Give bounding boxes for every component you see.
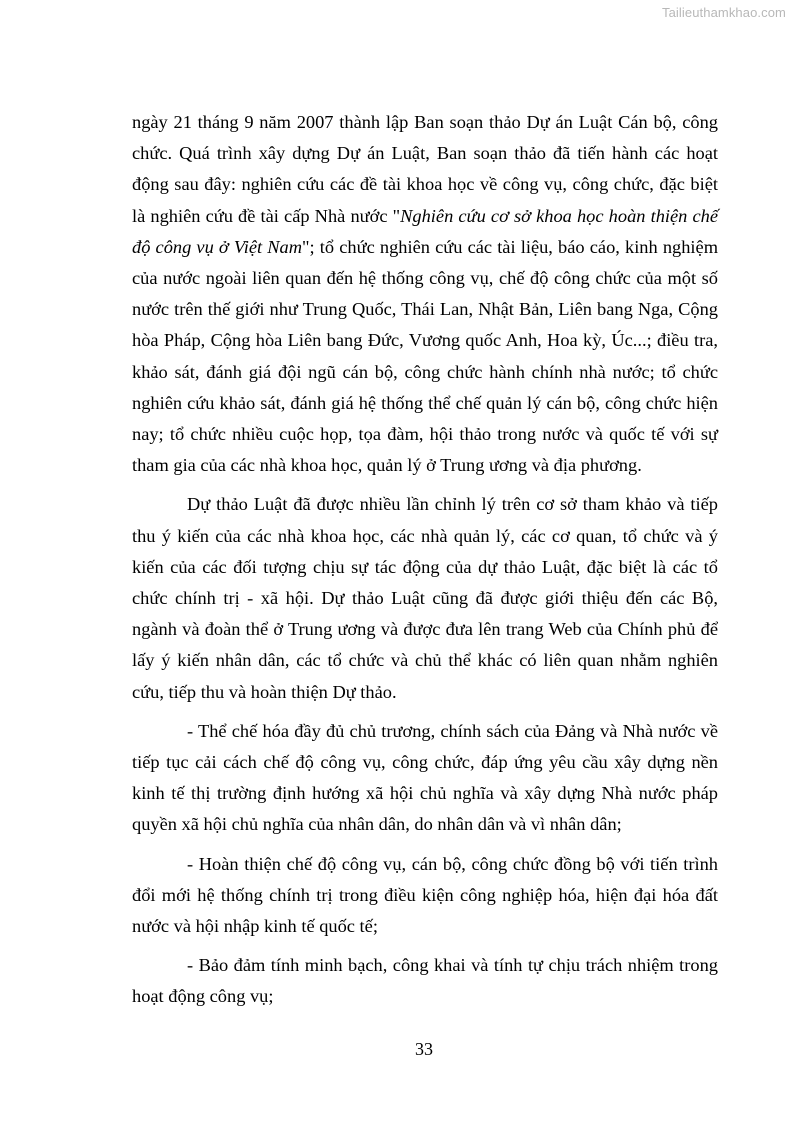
document-body: [132, 107, 718, 1021]
list-item-3: - Bảo đảm tính minh bạch, công khai và tính tự chịu trách nhiệm trong hoạt động công vụ;: [132, 955, 718, 1007]
paragraph-1-text-cont: "; tổ chức nghiên cứu các tài liệu, báo cáo, kinh nghiệm của nước ngoài liên quan đến hệ thống công vụ, chế độ công chức của một số nước trên thế giới như Trung Quốc, Thái Lan, Nhật Bản, Liên bang Nga, Cộng hòa Pháp, Cộng hòa Liên bang Đức, Vương quốc Anh, Hoa kỳ, Úc...; điều tra, khảo sát, đánh giá đội ngũ cán bộ, công chức hành chính nhà nước; tổ chức nghiên cứu khảo sát, đánh giá hệ thống thể chế quản lý cán bộ, công chức hiện nay; tổ chức nhiều cuộc họp, tọa đàm, hội thảo trong nước và quốc tế với sự tham gia của các nhà khoa học, quản lý ở Trung ương và địa phương.: [132, 236, 719, 476]
research-topic-title: Nghiên cứu cơ sở khoa học hoàn thiện chế độ công vụ ở Việt Nam: [132, 205, 719, 257]
paragraph-2: Dự thảo Luật đã được nhiều lần chỉnh lý trên cơ sở tham khảo và tiếp thu ý kiến của các nhà khoa học, các nhà quản lý, các cơ quan, tổ chức và ý kiến của các đối tượng chịu sự tác động của dự thảo Luật, đặc biệt là các tổ chức chính trị - xã hội. Dự thảo Luật cũng đã được giới thiệu đến các Bộ, ngành và đoàn thể ở Trung ương và được đưa lên trang Web của Chính phủ để lấy ý kiến nhân dân, các tổ chức và chủ thể khác có liên quan nhằm nghiên cứu, tiếp thu và hoàn thiện Dự thảo.: [132, 494, 718, 702]
list-item-2: - Hoàn thiện chế độ công vụ, cán bộ, công chức đồng bộ với tiến trình đổi mới hệ thống chính trị trong điều kiện công nghiệp hóa, hiện đại hóa đất nước và hội nhập kinh tế quốc tế;: [132, 853, 718, 937]
page-number: 33: [415, 1039, 433, 1059]
watermark: Tailieuthamkhao.com: [661, 5, 786, 20]
paragraph-1: [132, 107, 718, 481]
paragraph-1-text: ngày 21 tháng 9 năm 2007 thành lập Ban soạn thảo Dự án Luật Cán bộ, công chức. Quá trình xây dựng Dự án Luật, Ban soạn thảo đã tiến hành các hoạt động sau đây: nghiên cứu các đề tài khoa học về công vụ, công chức, đặc biệt là nghiên cứu đề tài cấp Nhà nước ": [132, 112, 718, 226]
list-item-1: - Thể chế hóa đầy đủ chủ trương, chính sách của Đảng và Nhà nước về tiếp tục cải cách chế độ công vụ, công chức, đáp ứng yêu cầu xây dựng nền kinh tế thị trường định hướng xã hội chủ nghĩa và xây dựng Nhà nước pháp quyền xã hội chủ nghĩa của nhân dân, do nhân dân và vì nhân dân;: [132, 720, 718, 835]
